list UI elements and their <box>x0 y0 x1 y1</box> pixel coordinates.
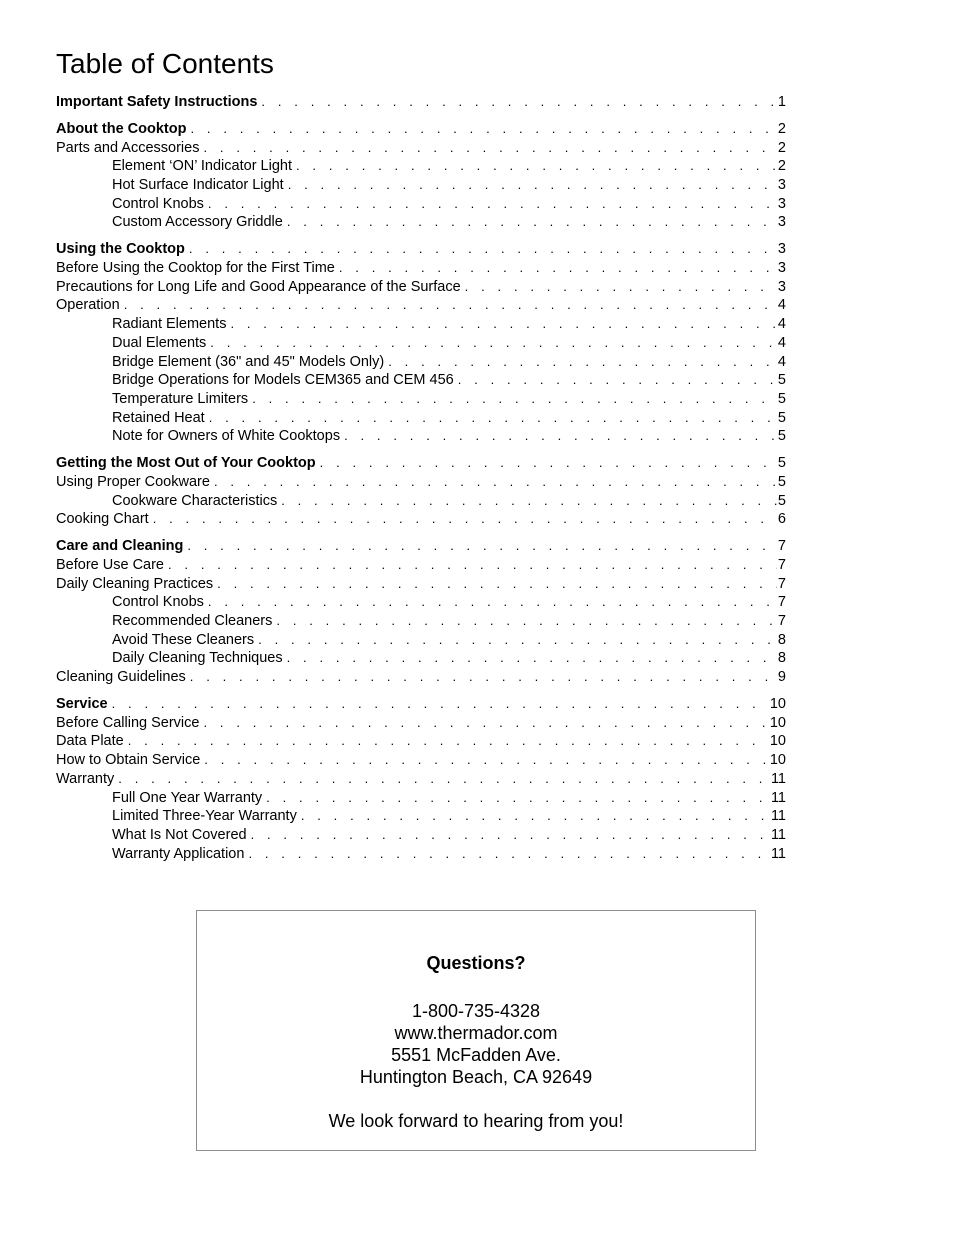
toc-entry-page-number: 4 <box>777 297 786 314</box>
toc-entry[interactable] <box>56 315 786 334</box>
contact-box <box>196 910 756 1151</box>
toc-entry-label: Limited Three-Year Warranty <box>112 808 297 825</box>
toc-entry[interactable] <box>56 334 786 353</box>
toc-entry[interactable] <box>56 668 786 687</box>
toc-entry[interactable] <box>56 259 786 278</box>
toc-dot-leader <box>458 371 777 390</box>
toc-dot-leader <box>112 695 769 714</box>
toc-entry-page-number: 7 <box>777 557 786 573</box>
toc-dot-leader <box>261 93 777 112</box>
toc-entry[interactable] <box>56 714 786 733</box>
toc-entry[interactable] <box>56 176 786 195</box>
contact-details <box>197 1000 755 1088</box>
toc-entry-label: Precautions for Long Life and Good Appearance of the Surface <box>56 278 461 295</box>
toc-entry-label: Important Safety Instructions <box>56 94 258 110</box>
toc-entry-label: Temperature Limiters <box>112 390 249 407</box>
toc-entry-label: Avoid These Cleaners <box>112 631 255 648</box>
toc-entry-label: Control Knobs <box>112 195 204 212</box>
toc-entry[interactable] <box>56 732 786 751</box>
toc-entry-page-number: 3 <box>777 278 786 295</box>
toc-dot-leader <box>266 789 770 808</box>
toc-entry-page-number: 11 <box>770 826 786 843</box>
toc-entry-label: Hot Surface Indicator Light <box>112 177 284 194</box>
toc-entry-label: Cookware Characteristics <box>112 492 278 509</box>
toc-entry-page-number: 1 <box>777 94 786 110</box>
toc-dot-leader <box>124 296 777 315</box>
toc-entry[interactable] <box>56 93 786 112</box>
toc-entry-page-number: 3 <box>777 214 786 231</box>
toc-entry-label: Retained Heat <box>112 409 205 426</box>
toc-dot-leader <box>252 390 777 409</box>
toc-dot-leader <box>287 649 777 668</box>
toc-entry-page-number: 5 <box>777 372 786 389</box>
toc-dot-leader <box>248 845 769 864</box>
toc-entry-label: Bridge Element (36" and 45" Models Only) <box>112 353 385 370</box>
toc-entry-label: Service <box>56 696 108 713</box>
toc-entry-label: Note for Owners of White Cooktops <box>112 428 341 445</box>
toc-entry[interactable] <box>56 612 786 631</box>
toc-entry[interactable] <box>56 353 786 372</box>
toc-dot-leader <box>203 714 768 733</box>
toc-entry[interactable] <box>56 826 786 845</box>
toc-entry-label: Control Knobs <box>112 594 204 611</box>
toc-dot-leader <box>208 593 777 612</box>
toc-entry-page-number: 11 <box>770 789 786 806</box>
toc-entry-page-number: 10 <box>769 714 786 731</box>
toc-entry-page-number: 3 <box>777 241 786 258</box>
toc-dot-leader <box>301 807 770 826</box>
toc-entry[interactable] <box>56 751 786 770</box>
toc-entry-label: Care and Cleaning <box>56 538 184 555</box>
toc-dot-leader <box>339 259 777 278</box>
toc-entry-page-number: 11 <box>770 808 786 825</box>
toc-dot-leader <box>187 537 777 556</box>
toc-entry-page-number: 7 <box>777 575 786 592</box>
toc-dot-leader <box>118 770 770 789</box>
toc-entry[interactable] <box>56 492 786 511</box>
toc-dot-leader <box>190 668 777 687</box>
toc-entry-page-number: 5 <box>777 409 786 426</box>
toc-entry[interactable] <box>56 789 786 808</box>
toc-dot-leader <box>276 612 777 631</box>
toc-entry-label: Parts and Accessories <box>56 139 200 156</box>
toc-entry-page-number: 7 <box>777 538 786 555</box>
toc-entry-page-number: 3 <box>777 260 786 277</box>
toc-entry-label: Warranty <box>56 770 115 787</box>
toc-entry-page-number: 7 <box>777 594 786 611</box>
toc-entry-page-number: 9 <box>777 669 786 686</box>
toc-dot-leader <box>281 492 777 511</box>
contact-heading: Questions? <box>426 953 526 973</box>
toc-entry-page-number: 5 <box>777 428 786 445</box>
toc-dot-leader <box>153 510 777 529</box>
toc-entry[interactable] <box>56 510 786 529</box>
toc-entry-label: Using the Cooktop <box>56 241 185 258</box>
toc-entry-page-number: 4 <box>777 334 786 351</box>
toc-dot-leader <box>296 157 777 176</box>
toc-dot-leader <box>209 409 777 428</box>
toc-entry[interactable] <box>56 454 786 473</box>
toc-dot-leader <box>344 427 777 446</box>
toc-dot-leader <box>128 732 769 751</box>
toc-entry[interactable] <box>56 371 786 390</box>
toc-dot-leader <box>168 556 777 575</box>
toc-entry[interactable] <box>56 409 786 428</box>
toc-entry[interactable] <box>56 296 786 315</box>
toc-entry-label: How to Obtain Service <box>56 752 201 769</box>
contact-phone: 1-800-735-4328 <box>411 1001 541 1021</box>
toc-entry-label: Element ‘ON’ Indicator Light <box>112 158 292 175</box>
toc-dot-leader <box>258 631 777 650</box>
toc-entry[interactable] <box>56 157 786 176</box>
toc-entry[interactable] <box>56 575 786 594</box>
toc-dot-leader <box>204 751 769 770</box>
toc-entry-page-number: 10 <box>769 696 786 713</box>
toc-entry-label: Daily Cleaning Practices <box>56 575 214 592</box>
toc-entry-label: Daily Cleaning Techniques <box>112 650 283 667</box>
table-of-contents <box>56 93 786 863</box>
contact-closing: We look forward to hearing from you! <box>328 1111 624 1131</box>
toc-entry-label: Before Using the Cooktop for the First Time <box>56 260 335 277</box>
toc-entry-page-number: 5 <box>777 473 786 490</box>
toc-entry-page-number: 2 <box>777 120 786 137</box>
toc-dot-leader <box>208 195 777 214</box>
toc-entry-label: Full One Year Warranty <box>112 789 263 806</box>
toc-entry-page-number: 2 <box>777 139 786 156</box>
contact-city: Huntington Beach, CA 92649 <box>359 1067 593 1087</box>
toc-entry[interactable] <box>56 695 786 714</box>
toc-entry[interactable] <box>56 631 786 650</box>
toc-entry[interactable] <box>56 556 786 575</box>
contact-street: 5551 McFadden Ave. <box>391 1045 561 1065</box>
toc-entry[interactable] <box>56 473 786 492</box>
toc-entry[interactable] <box>56 807 786 826</box>
toc-entry[interactable] <box>56 120 786 139</box>
toc-entry-page-number: 3 <box>777 195 786 212</box>
toc-dot-leader <box>214 473 777 492</box>
toc-entry-label: Cleaning Guidelines <box>56 669 186 686</box>
toc-entry-page-number: 8 <box>777 631 786 648</box>
toc-dot-leader <box>210 334 777 353</box>
toc-dot-leader <box>320 454 777 473</box>
toc-entry-label: Before Use Care <box>56 557 164 573</box>
toc-entry-label: What Is Not Covered <box>112 826 247 843</box>
toc-entry-page-number: 5 <box>777 455 786 472</box>
toc-entry[interactable] <box>56 649 786 668</box>
toc-entry-label: Getting the Most Out of Your Cooktop <box>56 455 316 472</box>
toc-entry-label: Using Proper Cookware <box>56 473 210 490</box>
toc-entry-page-number: 5 <box>777 492 786 509</box>
toc-entry-page-number: 4 <box>777 316 786 333</box>
toc-dot-leader <box>465 278 777 297</box>
toc-entry[interactable] <box>56 240 786 259</box>
toc-entry[interactable] <box>56 770 786 789</box>
toc-entry-label: About the Cooktop <box>56 120 187 137</box>
toc-entry[interactable] <box>56 593 786 612</box>
toc-entry-label: Operation <box>56 297 120 314</box>
toc-dot-leader <box>251 826 770 845</box>
toc-entry-label: Custom Accessory Griddle <box>112 214 283 231</box>
toc-entry-page-number: 2 <box>777 158 786 175</box>
toc-entry-page-number: 7 <box>777 613 786 630</box>
toc-dot-leader <box>230 315 776 334</box>
toc-entry-page-number: 4 <box>777 353 786 370</box>
toc-entry[interactable] <box>56 537 786 556</box>
toc-dot-leader <box>190 120 776 139</box>
toc-entry-page-number: 3 <box>777 177 786 194</box>
toc-entry-page-number: 11 <box>770 845 786 862</box>
toc-entry-label: Recommended Cleaners <box>112 613 273 630</box>
toc-entry[interactable] <box>56 845 786 864</box>
toc-dot-leader <box>287 213 777 232</box>
toc-entry[interactable] <box>56 213 786 232</box>
toc-entry-page-number: 10 <box>769 733 786 750</box>
toc-entry[interactable] <box>56 278 786 297</box>
toc-entry-label: Bridge Operations for Models CEM365 and CEM 456 <box>112 372 454 389</box>
toc-entry[interactable] <box>56 427 786 446</box>
toc-entry-page-number: 6 <box>777 511 786 528</box>
toc-entry-label: Data Plate <box>56 733 124 750</box>
toc-entry[interactable] <box>56 390 786 409</box>
toc-dot-leader <box>388 353 777 372</box>
toc-entry-label: Cooking Chart <box>56 511 149 528</box>
toc-entry-label: Radiant Elements <box>112 316 227 333</box>
toc-dot-leader <box>189 240 777 259</box>
toc-entry-page-number: 11 <box>770 770 786 787</box>
toc-entry-page-number: 5 <box>777 390 786 407</box>
toc-dot-leader <box>217 575 777 594</box>
toc-entry-label: Before Calling Service <box>56 714 200 731</box>
toc-entry[interactable] <box>56 195 786 214</box>
toc-entry-page-number: 10 <box>769 752 786 769</box>
toc-entry[interactable] <box>56 139 786 158</box>
toc-entry-label: Dual Elements <box>112 334 207 351</box>
contact-website: www.thermador.com <box>394 1023 558 1043</box>
toc-entry-page-number: 8 <box>777 650 786 667</box>
page-title: Table of Contents <box>56 48 274 79</box>
toc-dot-leader <box>288 176 777 195</box>
toc-dot-leader <box>203 139 776 158</box>
toc-entry-label: Warranty Application <box>112 845 245 862</box>
